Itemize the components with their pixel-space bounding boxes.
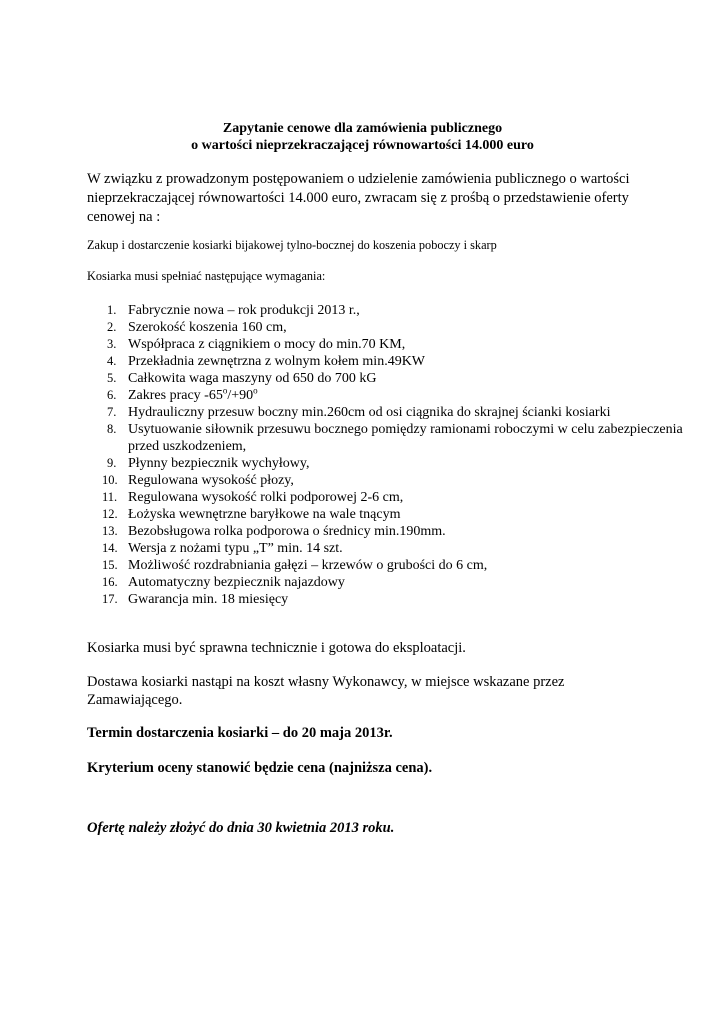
deadline-paragraph: Termin dostarczenia kosiarki – do 20 maja 2013r. [87,725,393,741]
list-item-number: 11. [102,490,118,504]
condition-paragraph: Kosiarka musi być sprawna technicznie i gotowa do eksploatacji. [87,640,466,656]
requirements-intro: Kosiarka musi spełniać następujące wymagania: [87,269,326,283]
list-item [87,591,687,608]
list-item-number: 4. [107,354,117,368]
list-item [87,387,687,404]
list-item [87,574,687,591]
document-title-line-2: o wartości nieprzekraczającej równowartości 14.000 euro [191,138,534,153]
list-item-number: 10. [102,473,118,487]
list-item [87,336,687,353]
list-item [87,404,687,421]
list-item [87,472,687,489]
list-item-text: Łożyska wewnętrzne baryłkowe na wale tnącym [128,507,401,522]
list-item-text: Całkowita waga maszyny od 650 do 700 kG [128,371,377,386]
list-item [87,319,687,336]
list-item-text: Fabrycznie nowa – rok produkcji 2013 r., [128,303,360,318]
list-item-text: Usytuowanie siłownik przesuwu bocznego pomiędzy ramionami roboczymi w celu zabezpieczenia przed uszkodzeniem, [128,422,683,454]
degree-superscript: o [253,385,258,396]
list-item-number: 5. [107,371,117,385]
list-item [87,489,687,506]
list-item-number: 2. [107,320,117,334]
list-item [87,540,687,557]
list-item [87,523,687,540]
list-item-text: Hydrauliczny przesuw boczny min.260cm od osi ciągnika do skrajnej ścianki kosiarki [128,405,611,420]
list-item-number: 9. [107,456,117,470]
list-item [87,421,687,455]
list-item-text: Gwarancja min. 18 miesięcy [128,592,289,607]
list-item-text: Regulowana wysokość rolki podporowej 2-6 cm, [128,490,404,505]
criterion-paragraph: Kryterium oceny stanowić będzie cena (najniższa cena). [87,760,433,776]
list-item-text: /+90 [227,388,254,403]
subject-line: Zakup i dostarczenie kosiarki bijakowej tylno-bocznej do koszenia poboczy i skarp [87,238,497,252]
list-item-number: 13. [102,524,118,538]
list-item-text: Płynny bezpiecznik wychyłowy, [128,456,310,471]
list-item-number: 8. [107,422,117,436]
list-item-number: 15. [102,558,118,572]
list-item-text: Szerokość koszenia 160 cm, [128,320,287,335]
list-item [87,506,687,523]
list-item-number: 17. [102,592,118,606]
list-item-number: 14. [102,541,118,555]
intro-paragraph: W związku z prowadzonym postępowaniem o udzielenie zamówienia publicznego o wartości nieprzekraczającej równowartości 14.000 euro, zwracam się z prośbą o przedstawienie oferty cenowej na : [87,171,630,225]
list-item [87,557,687,574]
list-item-text: Zakres pracy -65 [128,388,223,403]
list-item-text: Bezobsługowa rolka podporowa o średnicy min.190mm. [128,524,446,539]
list-item [87,370,687,387]
list-item-text: Przekładnia zewnętrzna z wolnym kołem min.49KW [128,354,426,369]
document-title-line-1: Zapytanie cenowe dla zamówienia publicznego [222,121,503,136]
list-item [87,302,687,319]
list-item [87,455,687,472]
list-item-number: 12. [102,507,118,521]
list-item-number: 16. [102,575,118,589]
list-item-number: 3. [107,337,117,351]
requirements-list [87,302,687,608]
submission-paragraph: Ofertę należy złożyć do dnia 30 kwietnia 2013 roku. [87,820,395,836]
list-item-text: Możliwość rozdrabniania gałęzi – krzewów o grubości do 6 cm, [128,558,488,573]
list-item-text: Współpraca z ciągnikiem o mocy do min.70 KM, [128,337,406,352]
list-item-number: 1. [107,303,117,317]
list-item-number: 6. [107,388,117,402]
list-item-text: Wersja z nożami typu „T” min. 14 szt. [128,541,343,556]
list-item-number: 7. [107,405,117,419]
list-item-text: Automatyczny bezpiecznik najazdowy [128,575,345,590]
delivery-paragraph: Dostawa kosiarki nastąpi na koszt własny Wykonawcy, w miejsce wskazane przez Zamawiającego. [87,674,565,708]
degree-superscript: o [222,385,228,396]
list-item-text: Regulowana wysokość płozy, [128,473,294,488]
list-item [87,353,687,370]
